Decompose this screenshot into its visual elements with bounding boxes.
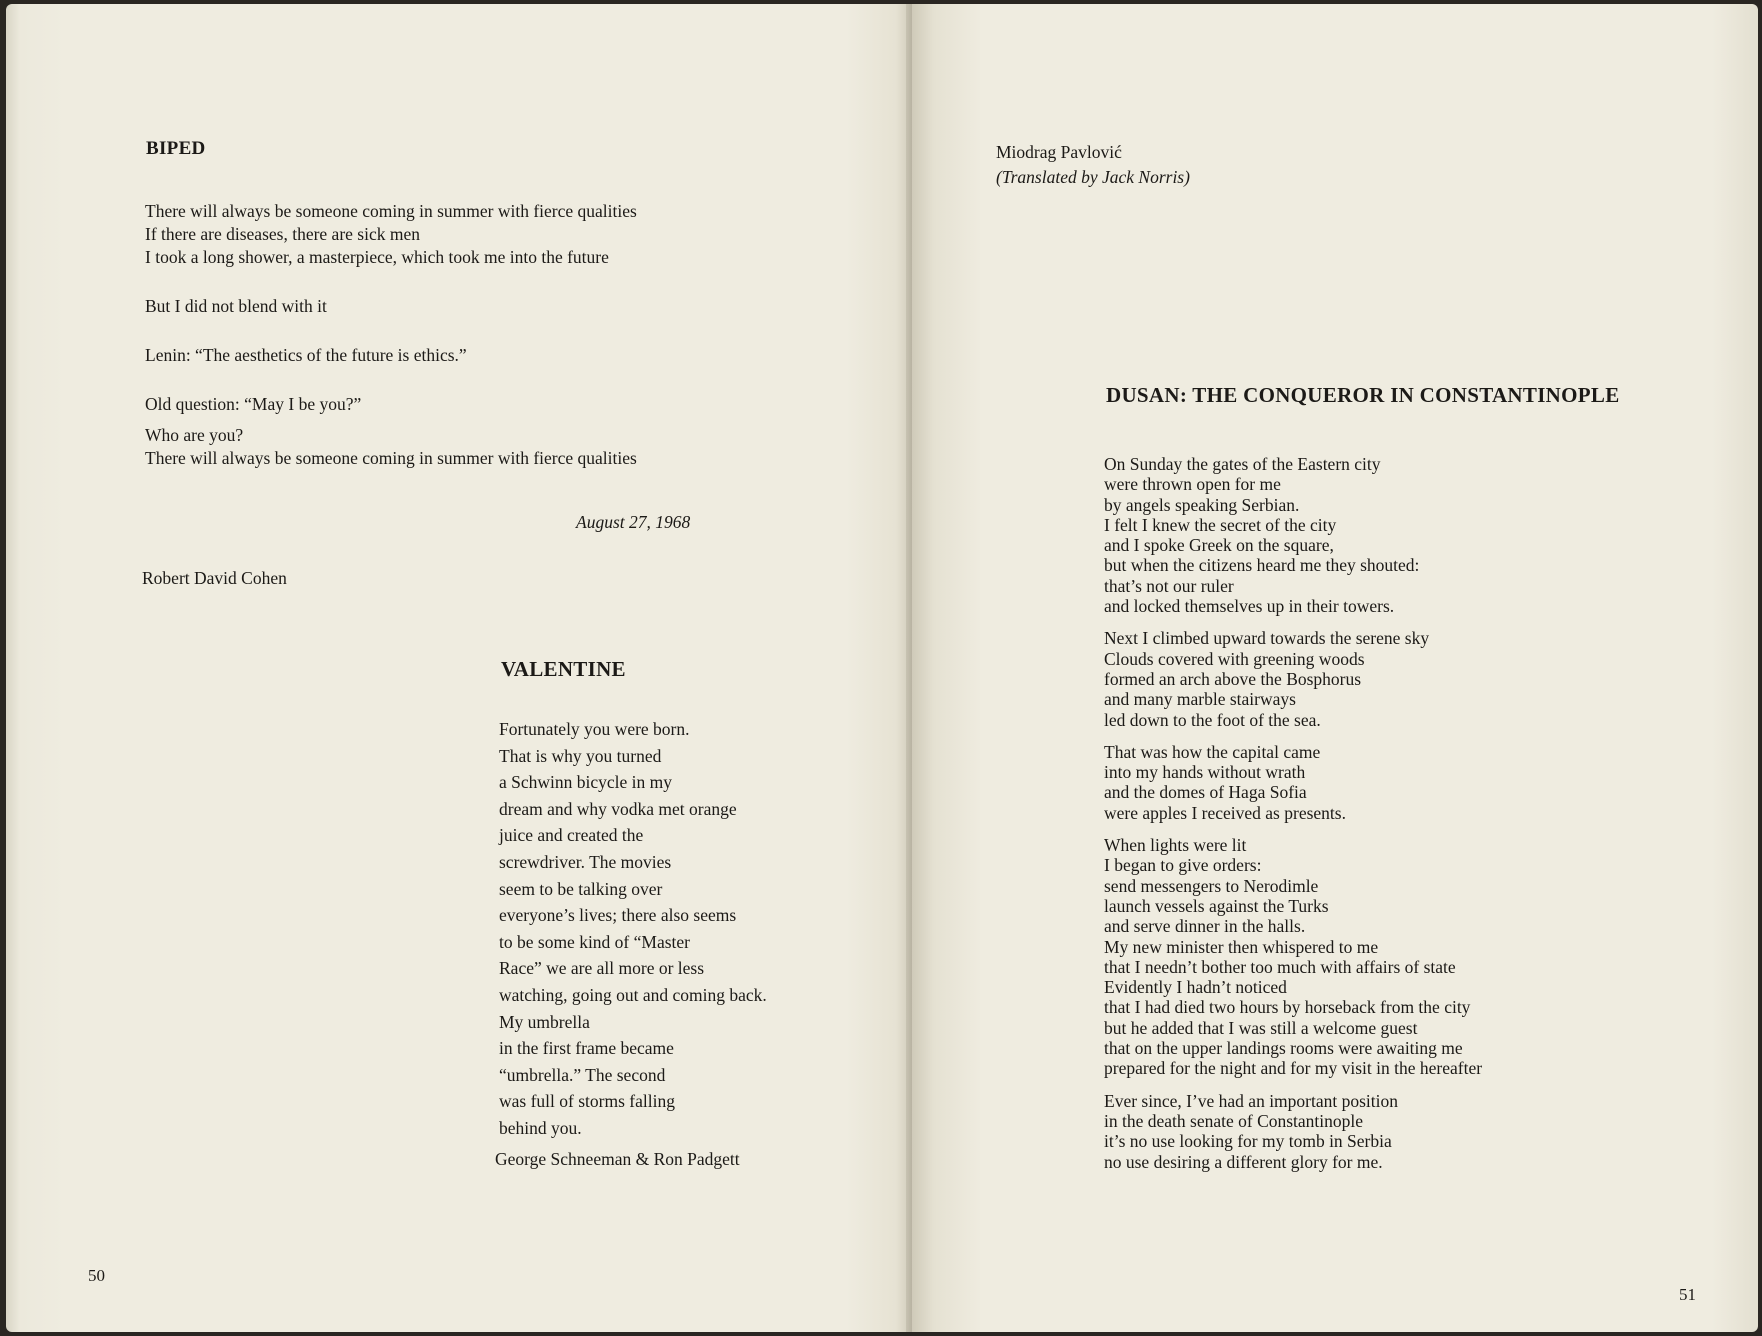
poem-line: everyone’s lives; there also seems	[499, 905, 737, 926]
poem-line: that’s not our ruler	[1104, 575, 1234, 596]
poem-line: Next I climbed upward towards the serene sky	[1104, 628, 1430, 649]
poem-line: Ever since, I’ve had an important position	[1104, 1090, 1399, 1111]
stanza-1	[1104, 454, 1482, 616]
author-pavlovic: Miodrag Pavlović	[996, 142, 1122, 162]
right-page	[912, 4, 1758, 1332]
poem-line: send messengers to Nerodimle	[1104, 875, 1319, 896]
dusan-poem-body	[1104, 454, 1482, 1172]
poem-line: There will always be someone coming in summer with fierce qualities	[145, 448, 637, 468]
biped-poem-body	[145, 200, 637, 470]
page-number-right: 51	[1679, 1285, 1696, 1304]
poem-author-cohen: Robert David Cohen	[142, 568, 287, 588]
poem-line: My umbrella	[499, 1011, 590, 1032]
poem-authors-schneeman-padgett: George Schneeman & Ron Padgett	[495, 1149, 740, 1169]
poem-line: were thrown open for me	[1104, 474, 1281, 495]
translator-credit: (Translated by Jack Norris)	[996, 167, 1190, 187]
poem-line: and locked themselves up in their towers.	[1104, 596, 1395, 617]
poem-line: into my hands without wrath	[1104, 762, 1306, 783]
poem-line: that on the upper landings rooms were awaiting me	[1104, 1038, 1463, 1059]
poem-line: That was how the capital came	[1104, 741, 1321, 762]
poem-line: and the domes of Haga Sofia	[1104, 782, 1307, 803]
poem-line: On Sunday the gates of the Eastern city	[1104, 454, 1381, 474]
page-number-left: 50	[88, 1266, 105, 1285]
poem-line: to be some kind of “Master	[499, 931, 690, 952]
poem-line: and I spoke Greek on the square,	[1104, 535, 1334, 556]
poem-line: that I needn’t bother too much with affairs of state	[1104, 956, 1456, 977]
poem-line: watching, going out and coming back.	[499, 984, 767, 1005]
poem-line: juice and created the	[499, 825, 644, 846]
poem-line: There will always be someone coming in summer with fierce qualities	[145, 201, 637, 221]
poem-line: no use desiring a different glory for me.	[1104, 1151, 1383, 1172]
poem-line: but he added that I was still a welcome guest	[1104, 1017, 1418, 1038]
poem-line: screwdriver. The movies	[499, 851, 672, 872]
poem-line: I took a long shower, a masterpiece, which took me into the future	[145, 247, 609, 267]
poem-line: prepared for the night and for my visit in the hereafter	[1104, 1058, 1483, 1079]
poem-line: “umbrella.” The second	[499, 1064, 666, 1085]
poem-line: Who are you?	[145, 425, 244, 445]
poem-line: and serve dinner in the halls.	[1104, 916, 1306, 937]
stanza-4	[1104, 835, 1482, 1079]
poem-line: a Schwinn bicycle in my	[499, 772, 673, 793]
poem-line: But I did not blend with it	[145, 296, 327, 316]
poem-line: in the first frame became	[499, 1038, 674, 1059]
poem-line: Clouds covered with greening woods	[1104, 648, 1365, 669]
valentine-poem-body	[499, 716, 767, 1142]
poem-line: but when the citizens heard me they shouted:	[1104, 555, 1420, 576]
poem-line: in the death senate of Constantinople	[1104, 1110, 1364, 1131]
left-page	[6, 4, 912, 1332]
poem-line: When lights were lit	[1104, 835, 1247, 856]
poem-line: were apples I received as presents.	[1104, 802, 1346, 823]
poem-line: That is why you turned	[499, 745, 662, 766]
poem-line: it’s no use looking for my tomb in Serbia	[1104, 1131, 1392, 1152]
poem-line: that I had died two hours by horseback from the city	[1104, 997, 1471, 1018]
poem-title-biped: BIPED	[146, 138, 206, 159]
poem-date: August 27, 1968	[576, 512, 691, 532]
stanza-3	[1104, 742, 1482, 823]
poem-line: was full of storms falling	[499, 1091, 675, 1112]
poem-line: by angels speaking Serbian.	[1104, 494, 1300, 515]
poem-line: dream and why vodka met orange	[499, 798, 737, 819]
stanza-2	[1104, 628, 1482, 729]
poem-line: Race” we are all more or less	[499, 958, 705, 979]
poem-line: led down to the foot of the sea.	[1104, 709, 1321, 730]
stanza-5	[1104, 1091, 1482, 1172]
poem-line: behind you.	[499, 1117, 582, 1138]
poem-line: Evidently I hadn’t noticed	[1104, 977, 1287, 998]
poem-line: Lenin: “The aesthetics of the future is ethics.”	[145, 345, 467, 365]
poem-line: If there are diseases, there are sick men	[145, 224, 420, 244]
poem-line: and many marble stairways	[1104, 689, 1296, 710]
poem-line: formed an arch above the Bosphorus	[1104, 668, 1362, 689]
poem-title-valentine: VALENTINE	[501, 657, 626, 681]
poem-line: seem to be talking over	[499, 878, 663, 899]
poem-line: I began to give orders:	[1104, 855, 1262, 876]
poem-line: I felt I knew the secret of the city	[1104, 514, 1337, 535]
poem-line: My new minister then whispered to me	[1104, 936, 1379, 957]
poem-line: launch vessels against the Turks	[1104, 895, 1329, 916]
poem-title-dusan: DUSAN: THE CONQUEROR IN CONSTANTINOPLE	[1106, 383, 1620, 407]
poem-line: Fortunately you were born.	[499, 719, 690, 739]
poem-line: Old question: “May I be you?”	[145, 394, 362, 414]
